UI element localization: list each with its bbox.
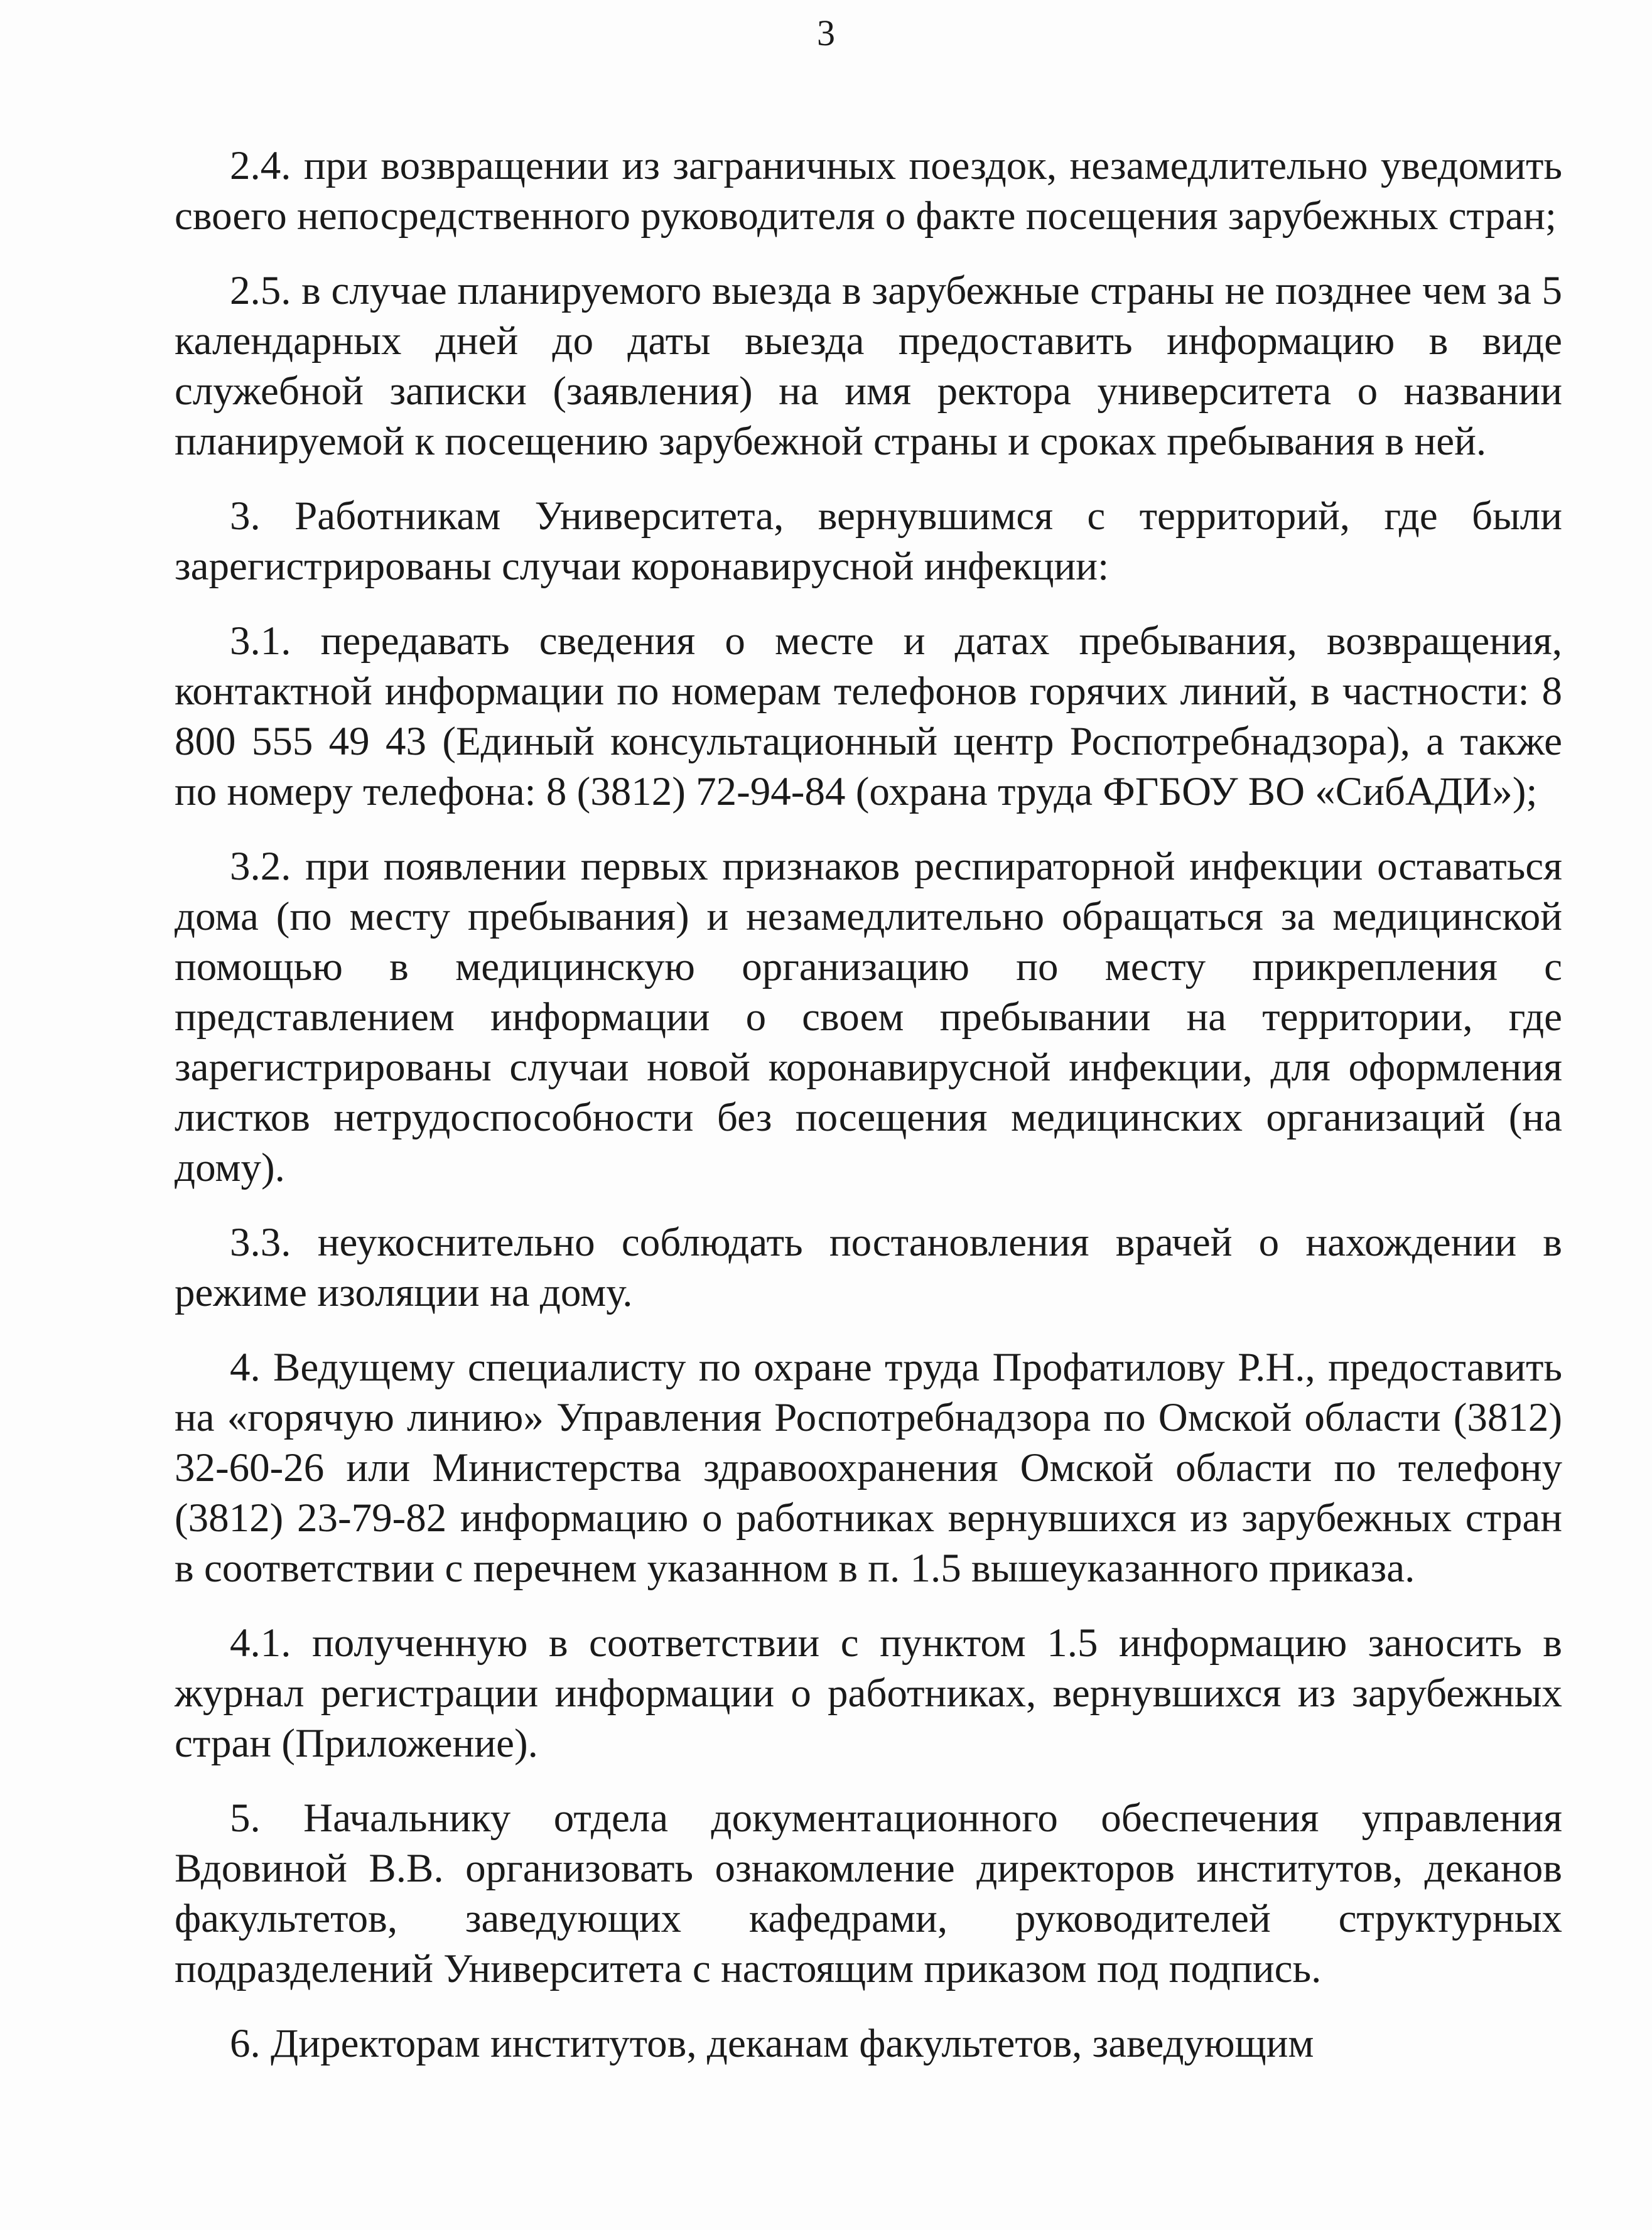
paragraph-3: 3. Работникам Университета, вернувшимся с территорий, где были зарегистрированы случаи коронавирусной инфекции: [175,493,1562,589]
paragraph-5: 5. Начальнику отдела документационного обеспечения управления Вдовиной В.В. организовать ознакомление директоров институтов, деканов факультетов, заведующих кафедрами, руководителей структурных подразделений Университета с настоящим приказом под подпись. [175,1796,1562,1991]
paragraph-3-3: 3.3. неукоснительно соблюдать постановления врачей о нахождении в режиме изоляции на дому. [175,1220,1562,1315]
paragraph-2-5: 2.5. в случае планируемого выезда в зарубежные страны не позднее чем за 5 календарных дней до даты выезда предоставить информацию в виде служебной записки (заявления) на имя ректора университета о названии планируемой к посещению зарубежной страны и сроках пребывания в ней. [175,268,1562,464]
page-number: 3 [817,13,835,53]
paragraph-3-2: 3.2. при появлении первых признаков респираторной инфекции оставаться дома (по месту пребывания) и незамедлительно обращаться за медицинской помощью в медицинскую организацию по месту прикрепления с представлением информации о своем пребывании на территории, где зарегистрированы случаи новой коронавирусной инфекции, для оформления листков нетрудоспособности без посещения медицинских организаций (на дому). [175,844,1562,1190]
paragraph-4-1: 4.1. полученную в соответствии с пунктом 1.5 информацию заносить в журнал регистрации информации о работниках, вернувшихся из зарубежных стран (Приложение). [175,1620,1562,1766]
paragraph-2-4: 2.4. при возвращении из заграничных поездок, незамедлительно уведомить своего непосредственного руководителя о факте посещения зарубежных стран; [175,143,1562,239]
document-body [175,141,1562,2069]
paragraph-3-1: 3.1. передавать сведения о месте и датах пребывания, возвращения, контактной информации по номерам телефонов горячих линий, в частности: 8 800 555 49 43 (Единый консультационный центр Роспотребнадзора), а также по номеру телефона: 8 (3812) 72-94-84 (охрана труда ФГБОУ ВО «СибАДИ»); [175,618,1562,814]
paragraph-6: 6. Директорам институтов, деканам факультетов, заведующим [230,2021,1314,2066]
paragraph-4: 4. Ведущему специалисту по охране труда Профатилову Р.Н., предоставить на «горячую линию» Управления Роспотребнадзора по Омской области (3812) 32-60-26 или Министерства здравоохранения Омской области по телефону (3812) 23-79-82 информацию о работниках вернувшихся из зарубежных стран в соответствии с перечнем указанном в п. 1.5 вышеуказанного приказа. [175,1345,1562,1591]
